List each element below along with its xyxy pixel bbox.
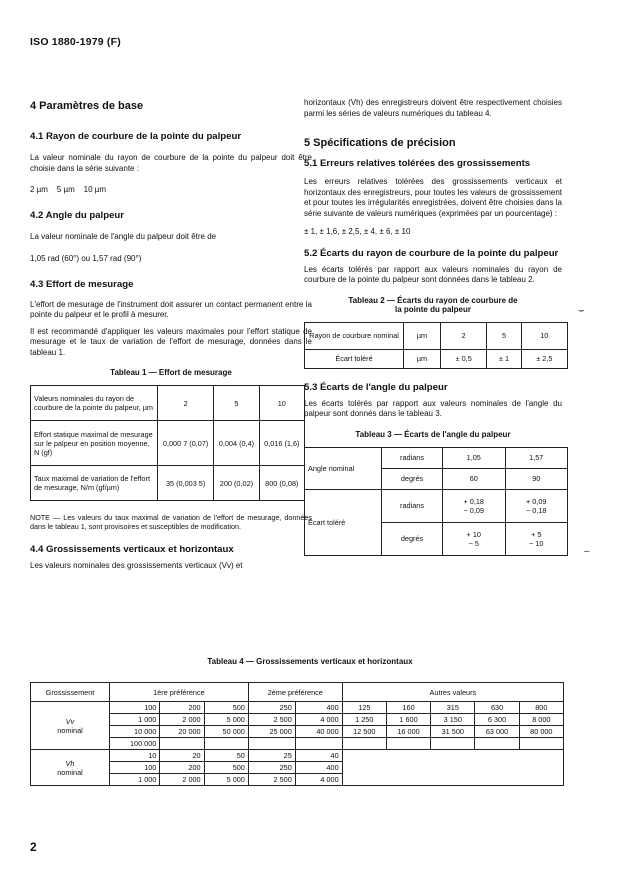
margin-mark: ⌣ [578,305,585,316]
table-cell: 100 [110,702,160,714]
table-cell: 12 500 [342,726,386,738]
table-cell: 1,05 [443,447,506,468]
table-cell: 200 [160,762,204,774]
table-header-cell: Autres valeurs [342,683,563,702]
table-cell: 50 000 [204,726,248,738]
table-cell: 1 000 [110,714,160,726]
section-5-title: 5 Spécifications de précision [304,137,456,149]
vv-nominal: nominal [57,725,83,735]
table-row [305,489,568,522]
table-cell: Rayon de courbure nominal [305,322,404,349]
section-5-1-values: ± 1, ± 1,6, ± 2,5, ± 4, ± 6, ± 10 [304,227,411,236]
continued-text: horizontaux (Vh) des enregistreurs doivent être respectivement choisies parmi les séries de valeurs numériques du tableau 4. [304,98,562,118]
table-3-caption: Tableau 3 — Écarts de l'angle du palpeur [355,429,511,439]
table-1-caption: Tableau 1 — Effort de mesurage [110,368,232,377]
section-5-2-title: 5.2 Écarts du rayon de courbure de la pointe du palpeur [304,247,559,259]
table-cell [204,738,248,750]
table-cell: 2 [158,386,214,421]
table-cell: 200 (0,02) [214,466,259,501]
table-cell [519,738,563,750]
table-cell: + 0,18 − 0,09 [443,489,506,522]
section-5-2-text: Les écarts tolérés par rapport aux valeurs nominales du rayon de courbure de la pointe du palpeur sont données dans le tableau 2. [304,264,562,284]
table-cell: ± 0,5 [441,349,487,368]
table-cell: Taux maximal de variation de l'effort de mesurage, N/m (gf/µm) [31,466,158,501]
table-cell [160,738,204,750]
table-cell [248,738,295,750]
table-cell: 1 250 [342,714,386,726]
table-cell: 16 000 [386,726,430,738]
table-cell: ± 2,5 [521,349,567,368]
margin-mark: – [584,546,590,557]
table-cell [475,738,519,750]
vv-label: Vv [65,716,75,726]
table-cell: 2 [441,322,487,349]
table-cell: 5 [487,322,521,349]
section-4-title: 4 Paramètres de base [30,100,144,112]
table-cell: 160 [386,702,430,714]
table-cell: 200 [160,702,204,714]
section-4-1-values: 2 µm 5 µm 10 µm [30,185,107,194]
table-cell: 315 [431,702,475,714]
section-4-2-values: 1,05 rad (60°) ou 1,57 rad (90°) [30,254,142,263]
table-cell: 10 [110,750,160,762]
right-column [304,98,562,556]
table-cell: 400 [295,702,342,714]
section-4-1-title: 4.1 Rayon de courbure de la pointe du palpeur [30,131,242,142]
table-cell: 20 000 [160,726,204,738]
table-cell: 90 [505,468,568,489]
table-cell: 250 [248,702,295,714]
vh-nominal: nominal [57,767,83,777]
table-cell: 4 000 [295,774,342,786]
table-cell: + 0,09 − 0,18 [505,489,568,522]
section-4-3-paragraph-1: L'effort de mesurage de l'instrument doit assurer un contact permanent entre la pointe du palpeur et le profil à mesurer. [30,299,312,319]
table-4 [30,682,564,786]
table-cell: 100 000 [110,738,160,750]
section-4-4-title: 4.4 Grossissements verticaux et horizontaux [30,544,234,555]
left-column [30,100,312,572]
table-row [31,421,305,466]
table-cell: 1 600 [386,714,430,726]
section-4-2-title: 4.2 Angle du palpeur [30,209,124,221]
table-cell: 125 [342,702,386,714]
table-row [31,714,564,726]
table-cell: 50 [204,750,248,762]
vh-label: Vh [65,758,75,768]
table-cell: radians [382,447,443,468]
table-4-caption: Tableau 4 — Grossissements verticaux et horizontaux [207,657,413,666]
table-cell: 6 300 [475,714,519,726]
table-cell: 1 000 [110,774,160,786]
table-row [31,466,305,501]
table-cell: 5 000 [204,714,248,726]
table-header-cell: 2ème préférence [248,683,342,702]
table-cell: 31 500 [431,726,475,738]
table-cell: 5 000 [204,774,248,786]
table-row [31,750,564,762]
table-header-cell: 1ère préférence [110,683,249,702]
table-cell: + 5 − 10 [505,522,568,555]
table-cell: 8 000 [519,714,563,726]
table-cell: 80 000 [519,726,563,738]
table-cell: 40 [295,750,342,762]
section-4-3-paragraph-2: Il est recommandé d'appliquer les valeurs maximales pour l'effort statique de mesurage et le taux de variation de l'effort de mesurage, données dans le tableau 1. [30,326,312,357]
table-row [305,447,568,468]
section-4-2-text: La valeur nominale de l'angle du palpeur doit être de [30,231,217,241]
table-cell: radians [382,489,443,522]
table-header-cell: Grossissement [31,683,110,702]
table-row [305,349,568,368]
table-row [31,386,305,421]
table-2 [304,322,568,369]
table-cell: µm [404,349,441,368]
table-cell: 0,004 (0,4) [214,421,259,466]
table-cell [386,738,430,750]
table-row [31,702,564,714]
table-cell: 100 [110,762,160,774]
table-1 [30,385,305,501]
table-row [31,738,564,750]
table-cell: Valeurs nominales du rayon de courbure de la pointe du palpeur, µm [31,386,158,421]
table-cell: 400 [295,762,342,774]
table-cell: Écart toléré [305,349,404,368]
table-cell: 3 150 [431,714,475,726]
table-cell: 5 [214,386,259,421]
table-row [31,683,564,702]
table-cell: 500 [204,702,248,714]
table-cell: 25 [248,750,295,762]
table-cell: 2 000 [160,774,204,786]
document-id: ISO 1880-1979 (F) [30,36,121,48]
table-cell: 1,57 [505,447,568,468]
table-cell: degrés [382,468,443,489]
table-cell: 250 [248,762,295,774]
table-cell: 25 000 [248,726,295,738]
table-cell [431,738,475,750]
table-cell: 800 (0,08) [259,466,304,501]
table-cell: 2 500 [248,714,295,726]
table-cell: 630 [475,702,519,714]
vh-label-cell [31,750,110,786]
table-cell: 40 000 [295,726,342,738]
table-2-caption: Tableau 2 — Écarts du rayon de courbure de la pointe du palpeur [348,295,518,314]
table-cell: 500 [204,762,248,774]
table-cell: 2 000 [160,714,204,726]
table-3 [304,447,568,556]
table-cell: + 10 − 5 [443,522,506,555]
section-5-1-title: 5.1 Erreurs relatives tolérées des grossissements [304,158,531,169]
table-cell: 800 [519,702,563,714]
page-number: 2 [30,840,37,854]
table-1-note: NOTE — Les valeurs du taux maximal de variation de l'effort de mesurage, données dans le tableau 1, sont provisoires et susceptibles de modification. [30,513,312,531]
table-cell: 10 [259,386,304,421]
table-cell: 0,000 7 (0,07) [158,421,214,466]
table-cell: Effort statique maximal de mesurage sur le palpeur en position moyenne, N (gf) [31,421,158,466]
table-cell: 60 [443,468,506,489]
section-4-3-title: 4.3 Effort de mesurage [30,278,134,290]
table-cell: µm [404,322,441,349]
table-cell: 2 500 [248,774,295,786]
empty-block [342,750,563,786]
section-5-3-text: Les écarts tolérés par rapport aux valeurs nominales de l'angle du palpeur sont donnés dans le tableau 3. [304,398,562,418]
section-4-1-text: La valeur nominale du rayon de courbure de la pointe du palpeur doit être choisie dans la série suivante : [30,153,312,173]
section-5-3-title: 5.3 Écarts de l'angle du palpeur [304,381,448,393]
table-cell: 4 000 [295,714,342,726]
table-cell: 20 [160,750,204,762]
table-cell: 35 (0,003 5) [158,466,214,501]
table-cell: Angle nominal [305,447,382,489]
vv-label-cell [31,702,110,750]
table-cell: 10 [521,322,567,349]
table-cell [295,738,342,750]
table-cell: ± 1 [487,349,521,368]
table-cell: Écart toléré [305,489,382,555]
table-cell: 10 000 [110,726,160,738]
table-row [305,322,568,349]
table-row [31,726,564,738]
table-cell [342,738,386,750]
section-5-1-text: Les erreurs relatives tolérées des grossissements verticaux et horizontaux des enregistreurs, pour toutes les valeurs de grossissement et pour toutes les irrégularités enregistrées, doivent être choisies dans la série suivante de valeurs numériques (exprimées par un pourcentage) : [304,177,562,218]
table-cell: 63 000 [475,726,519,738]
section-4-4-text: Les valeurs nominales des grossissements verticaux (Vv) et [30,561,243,570]
table-cell: 0,016 (1,6) [259,421,304,466]
table-cell: degrés [382,522,443,555]
